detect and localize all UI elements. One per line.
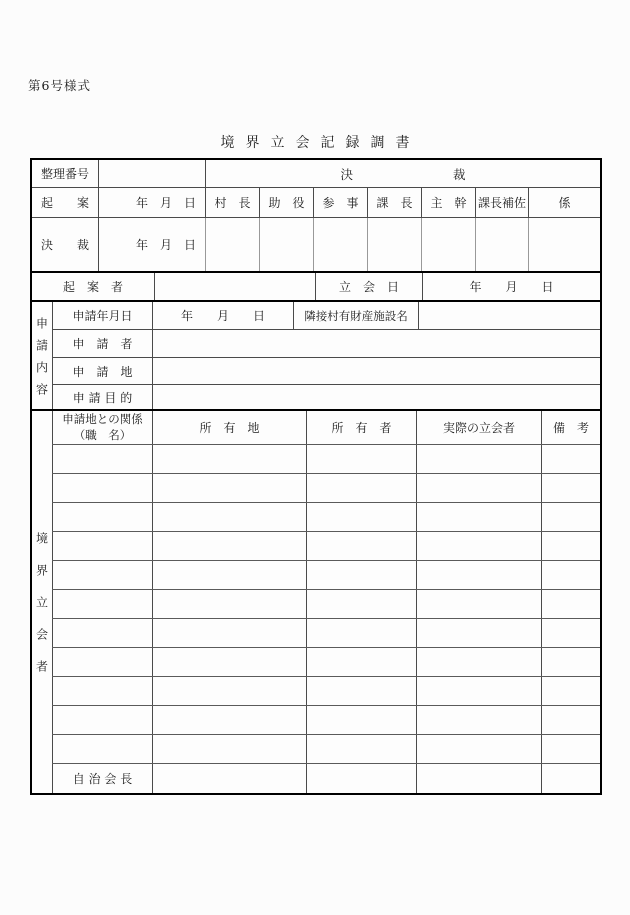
witness-rows <box>52 411 600 793</box>
actual-witness-cell <box>416 445 541 473</box>
neighborhood-chief-owned-land-cell <box>152 764 306 793</box>
remarks-cell <box>541 677 600 705</box>
owner-cell <box>306 619 416 647</box>
application-purpose-label: 申 請 目 的 <box>52 385 152 409</box>
relation-cell <box>52 706 152 734</box>
application-side-label: 申請内容 <box>34 316 49 405</box>
owner-cell <box>306 677 416 705</box>
officer-header-clerk: 係 <box>528 188 600 217</box>
adjacent-property-field <box>418 302 600 329</box>
officer-header-senior-staff: 主 幹 <box>421 188 475 217</box>
seal-cell-counselor <box>313 218 367 271</box>
document-title: 境界立会記録調書 <box>220 135 421 151</box>
col-header-relation <box>52 411 152 444</box>
remarks-cell <box>541 619 600 647</box>
seal-cell-deputy <box>259 218 313 271</box>
application-date-field: 年 月 日 <box>152 302 293 329</box>
witness-empty-row <box>52 734 600 763</box>
witness-side-label: 境界立会者 <box>34 532 49 692</box>
col-header-relation-line2: （職 名） <box>73 427 132 442</box>
application-date-row <box>52 302 600 329</box>
actual-witness-cell <box>416 590 541 618</box>
witness-empty-row <box>52 589 600 618</box>
seal-cell-assistant-chief <box>475 218 528 271</box>
remarks-cell <box>541 648 600 676</box>
drafter-row <box>32 273 600 300</box>
applicant-field <box>152 330 600 357</box>
owner-cell <box>306 503 416 531</box>
applicant-row <box>52 329 600 357</box>
owned-land-cell <box>152 474 306 502</box>
applicant-label: 申 請 者 <box>52 330 152 357</box>
officer-header-counselor: 参 事 <box>313 188 367 217</box>
witness-empty-row <box>52 705 600 734</box>
owned-land-cell <box>152 503 306 531</box>
witness-empty-row <box>52 444 600 473</box>
witness-block <box>32 411 600 793</box>
application-purpose-field <box>152 385 600 409</box>
col-header-relation-line1: 申請地との関係 <box>62 411 143 426</box>
decide-label: 決 裁 <box>40 238 89 252</box>
witness-header-row <box>52 411 600 444</box>
approval-block <box>32 160 600 273</box>
draft-date-field: 年 月 日 <box>98 188 205 217</box>
witness-date-field: 年 月 日 <box>422 273 600 300</box>
actual-witness-cell <box>416 532 541 560</box>
owner-cell <box>306 532 416 560</box>
owner-cell <box>306 590 416 618</box>
approval-header-right: 裁 <box>453 166 466 182</box>
witness-empty-row <box>52 618 600 647</box>
decide-row <box>32 217 600 271</box>
adjacent-property-label: 隣接村有財産施設名 <box>293 302 418 329</box>
relation-cell <box>52 474 152 502</box>
relation-cell <box>52 619 152 647</box>
owned-land-cell <box>152 677 306 705</box>
witness-empty-row <box>52 676 600 705</box>
application-site-row <box>52 357 600 384</box>
owned-land-cell <box>152 590 306 618</box>
decide-date-field: 年 月 日 <box>98 218 205 271</box>
draft-label: 起 案 <box>40 196 89 210</box>
col-header-actual-witness: 実際の立会者 <box>416 411 541 444</box>
record-form-table <box>30 158 602 795</box>
drafter-label: 起 案 者 <box>62 280 123 294</box>
relation-cell <box>52 532 152 560</box>
draft-row <box>32 187 600 217</box>
actual-witness-cell <box>416 619 541 647</box>
owned-land-cell <box>152 445 306 473</box>
seal-cell-village-chief <box>205 218 259 271</box>
officer-header-deputy: 助 役 <box>259 188 313 217</box>
relation-cell <box>52 445 152 473</box>
actual-witness-cell <box>416 561 541 589</box>
form-number: 第6号様式 <box>28 78 91 93</box>
actual-witness-cell <box>416 735 541 763</box>
relation-cell <box>52 677 152 705</box>
serial-field <box>98 160 205 187</box>
owned-land-cell <box>152 735 306 763</box>
approval-header <box>205 160 600 187</box>
owner-cell <box>306 474 416 502</box>
drafter-block <box>32 273 600 302</box>
owner-cell <box>306 648 416 676</box>
witness-empty-row <box>52 531 600 560</box>
owned-land-cell <box>152 561 306 589</box>
actual-witness-cell <box>416 474 541 502</box>
col-header-owner: 所 有 者 <box>306 411 416 444</box>
owned-land-cell <box>152 532 306 560</box>
actual-witness-cell <box>416 648 541 676</box>
seal-cell-clerk <box>528 218 600 271</box>
witness-empty-row <box>52 473 600 502</box>
officer-header-assistant-chief: 課長補佐 <box>475 188 528 217</box>
owned-land-cell <box>152 648 306 676</box>
owned-land-cell <box>152 619 306 647</box>
owner-cell <box>306 706 416 734</box>
remarks-cell <box>541 503 600 531</box>
application-block <box>32 302 600 411</box>
witness-empty-row <box>52 560 600 589</box>
remarks-cell <box>541 735 600 763</box>
neighborhood-chief-label: 自 治 会 長 <box>52 764 152 793</box>
witness-date-label: 立 会 日 <box>315 273 422 300</box>
seal-cell-senior-staff <box>421 218 475 271</box>
owned-land-cell <box>152 706 306 734</box>
officer-header-section-chief: 課 長 <box>367 188 421 217</box>
officer-header-village-chief: 村 長 <box>205 188 259 217</box>
relation-cell <box>52 503 152 531</box>
owner-cell <box>306 561 416 589</box>
drafter-field <box>154 273 315 300</box>
remarks-cell <box>541 590 600 618</box>
owner-cell <box>306 445 416 473</box>
remarks-cell <box>541 532 600 560</box>
serial-row <box>32 160 600 187</box>
relation-cell <box>52 648 152 676</box>
relation-cell <box>52 735 152 763</box>
neighborhood-chief-actual-witness-cell <box>416 764 541 793</box>
relation-cell <box>52 561 152 589</box>
actual-witness-cell <box>416 677 541 705</box>
col-header-remarks: 備 考 <box>541 411 600 444</box>
witness-empty-row <box>52 502 600 531</box>
application-date-label: 申請年月日 <box>52 302 152 329</box>
serial-label: 整理番号 <box>40 167 89 181</box>
witness-empty-row <box>52 647 600 676</box>
actual-witness-cell <box>416 503 541 531</box>
owner-cell <box>306 735 416 763</box>
application-site-label: 申 請 地 <box>52 358 152 384</box>
neighborhood-chief-remarks-cell <box>541 764 600 793</box>
seal-cell-section-chief <box>367 218 421 271</box>
application-site-field <box>152 358 600 384</box>
remarks-cell <box>541 445 600 473</box>
remarks-cell <box>541 706 600 734</box>
actual-witness-cell <box>416 706 541 734</box>
application-purpose-row <box>52 384 600 409</box>
relation-cell <box>52 590 152 618</box>
neighborhood-chief-owner-cell <box>306 764 416 793</box>
col-header-owned-land: 所 有 地 <box>152 411 306 444</box>
witness-last-row <box>52 763 600 793</box>
remarks-cell <box>541 474 600 502</box>
remarks-cell <box>541 561 600 589</box>
application-rows <box>52 302 600 409</box>
approval-header-left: 決 <box>340 166 353 182</box>
